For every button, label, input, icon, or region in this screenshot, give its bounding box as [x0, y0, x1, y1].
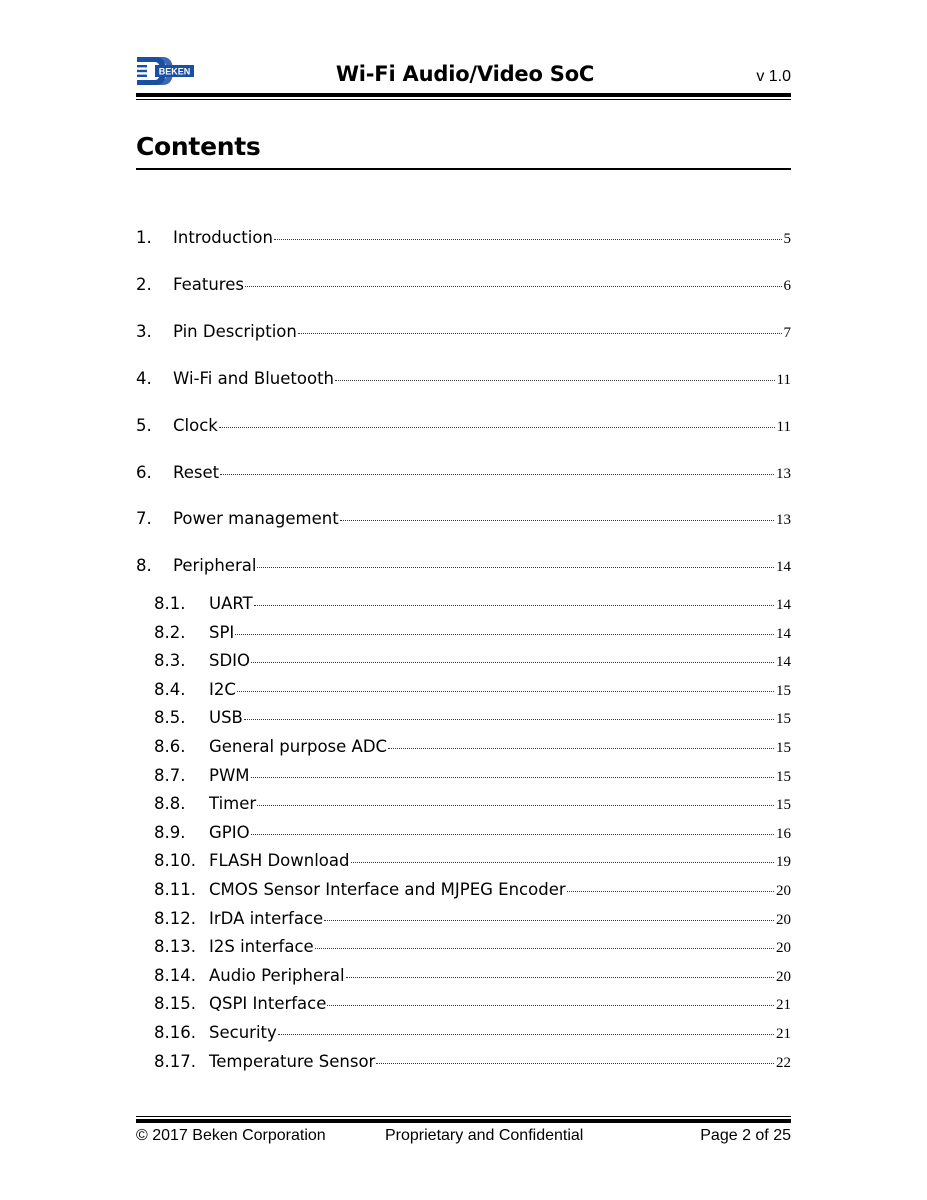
toc-label: UART: [209, 594, 253, 613]
toc-page-number: 20: [776, 911, 791, 928]
toc-dot-leader: [237, 690, 774, 692]
toc-page-number: 5: [783, 231, 791, 247]
toc-number: 8.15.: [154, 994, 196, 1014]
toc-dot-leader: [244, 718, 774, 720]
beken-logo: [136, 55, 196, 87]
toc-subentry[interactable]: [154, 794, 791, 814]
toc-page-number: 21: [776, 997, 791, 1014]
toc-label: QSPI Interface: [209, 994, 327, 1014]
footer-copyright: © 2017 Beken Corporation: [136, 1127, 326, 1144]
toc-dot-leader: [254, 604, 774, 606]
toc-dot-leader: [251, 661, 774, 663]
footer-confidential: Proprietary and Confidential: [385, 1127, 584, 1144]
footer-page-number: Page 2 of 25: [700, 1127, 791, 1144]
footer-rule-thick: [136, 1119, 791, 1123]
toc-label: USB: [209, 708, 243, 728]
toc-label: FLASH Download: [209, 851, 350, 871]
toc-dot-leader: [351, 861, 775, 863]
toc-dot-leader: [219, 426, 775, 428]
toc-label: Audio Peripheral: [209, 965, 345, 985]
toc-subentry[interactable]: [154, 937, 791, 957]
toc-label: IrDA interface: [209, 908, 324, 928]
toc-subentry[interactable]: [154, 1052, 791, 1072]
toc-dot-leader: [257, 566, 774, 568]
toc-page-number: 14: [776, 654, 791, 671]
toc-number: 8.4.: [154, 679, 186, 699]
toc-dot-leader: [376, 1062, 774, 1064]
toc-label: GPIO: [209, 822, 250, 842]
toc-label: Security: [209, 1023, 277, 1042]
toc-dot-leader: [315, 947, 774, 949]
toc-page-number: 14: [776, 597, 791, 613]
toc-dot-leader: [220, 473, 774, 475]
toc-label: General purpose ADC: [209, 737, 388, 756]
toc-page-number: 6: [783, 277, 791, 294]
toc-subentry[interactable]: [154, 994, 791, 1014]
toc-dot-leader: [388, 747, 774, 749]
toc-subentry[interactable]: [154, 909, 791, 929]
toc-number: 8.2.: [154, 622, 186, 642]
toc-label: Temperature Sensor: [209, 1051, 376, 1071]
toc-entry[interactable]: [136, 369, 791, 389]
toc-entry[interactable]: [136, 228, 791, 248]
toc-number: 8.: [136, 556, 152, 576]
toc-number: 8.1.: [154, 594, 186, 613]
toc-subentry[interactable]: [154, 651, 791, 671]
header-rule-thick: [136, 93, 791, 97]
toc-number: 8.14.: [154, 965, 196, 985]
toc-number: 8.10.: [154, 851, 196, 871]
toc-entry[interactable]: [136, 463, 791, 483]
toc-label: Reset: [173, 462, 220, 482]
toc-subentry[interactable]: [154, 766, 791, 786]
toc-dot-leader: [274, 238, 782, 240]
toc-subentry[interactable]: [154, 737, 791, 757]
toc-number: 8.13.: [154, 937, 196, 957]
toc-subentry[interactable]: [154, 594, 791, 614]
toc-label: Features: [173, 274, 244, 294]
toc-page-number: 13: [776, 512, 791, 529]
document-title: Wi-Fi Audio/Video SoC: [335, 62, 595, 86]
contents-rule: [136, 168, 791, 170]
toc-page-number: 21: [776, 1026, 791, 1042]
toc-page-number: 20: [776, 883, 791, 899]
toc-subentry[interactable]: [154, 1023, 791, 1043]
toc-label: I2S interface: [209, 937, 314, 957]
toc-label: Clock: [173, 415, 218, 435]
toc-entry[interactable]: [136, 556, 791, 576]
contents-heading: Contents: [136, 132, 261, 161]
toc-subentry[interactable]: [154, 823, 791, 843]
toc-dot-leader: [235, 633, 774, 635]
toc-label: Power management: [173, 509, 339, 529]
toc-number: 2.: [136, 274, 152, 294]
toc-label: SDIO: [209, 651, 251, 671]
toc-number: 3.: [136, 321, 152, 341]
toc-subentry[interactable]: [154, 966, 791, 986]
toc-dot-leader: [340, 519, 774, 521]
toc-entry[interactable]: [136, 416, 791, 436]
toc-number: 8.6.: [154, 737, 186, 756]
toc-label: SPI: [209, 622, 235, 642]
toc-number: 8.16.: [154, 1023, 196, 1042]
toc-label: Pin Description: [173, 321, 297, 341]
toc-entry[interactable]: [136, 322, 791, 342]
toc-dot-leader: [346, 976, 774, 978]
toc-page-number: 20: [776, 940, 791, 957]
toc-dot-leader: [251, 833, 774, 835]
toc-number: 4.: [136, 368, 152, 388]
toc-subentry[interactable]: [154, 623, 791, 643]
toc-page-number: 16: [776, 825, 791, 842]
toc-subentry[interactable]: [154, 851, 791, 871]
toc-dot-leader: [278, 1033, 774, 1035]
toc-page-number: 22: [776, 1054, 791, 1071]
toc-page-number: 14: [776, 625, 791, 642]
toc-label: Wi-Fi and Bluetooth: [173, 368, 334, 388]
toc-label: PWM: [209, 765, 250, 785]
toc-label: Timer: [209, 794, 257, 814]
toc-number: 1.: [136, 228, 152, 247]
toc-page-number: 15: [776, 711, 791, 728]
toc-number: 8.11.: [154, 880, 196, 899]
document-version: v 1.0: [756, 68, 791, 85]
toc-page-number: 14: [776, 559, 791, 576]
toc-page-number: 15: [776, 768, 791, 785]
toc-dot-leader: [335, 379, 775, 381]
toc-page-number: 19: [776, 854, 791, 871]
toc-page-number: 20: [776, 968, 791, 985]
toc-page-number: 11: [776, 418, 791, 435]
toc-label: Peripheral: [173, 556, 257, 576]
toc-page-number: 13: [776, 465, 791, 482]
toc-dot-leader: [567, 890, 774, 892]
toc-number: 5.: [136, 415, 152, 435]
toc-number: 8.17.: [154, 1051, 196, 1071]
toc-entry[interactable]: [136, 275, 791, 295]
toc-number: 8.7.: [154, 765, 186, 785]
toc-dot-leader: [327, 1004, 774, 1006]
toc-subentry[interactable]: [154, 680, 791, 700]
toc-number: 8.9.: [154, 822, 186, 842]
toc-number: 8.12.: [154, 908, 196, 928]
toc-number: 8.8.: [154, 794, 186, 814]
toc-page-number: 15: [776, 682, 791, 699]
toc-number: 7.: [136, 509, 152, 529]
toc-number: 8.5.: [154, 708, 186, 728]
toc-label: CMOS Sensor Interface and MJPEG Encoder: [209, 880, 566, 899]
toc-number: 6.: [136, 462, 152, 482]
toc-dot-leader: [251, 776, 774, 778]
toc-page-number: 15: [776, 797, 791, 814]
toc-label: I2C: [209, 679, 236, 699]
toc-dot-leader: [298, 332, 782, 334]
footer-rule-thin: [136, 1116, 791, 1117]
toc-page-number: 11: [776, 371, 791, 388]
toc-page-number: 7: [783, 324, 791, 341]
toc-number: 8.3.: [154, 651, 186, 671]
header-rule-thin: [136, 99, 791, 100]
toc-dot-leader: [245, 285, 782, 287]
toc-dot-leader: [257, 804, 774, 806]
toc-subentry[interactable]: [154, 708, 791, 728]
toc-subentry[interactable]: [154, 880, 791, 900]
toc-label: Introduction: [173, 228, 273, 247]
toc-dot-leader: [324, 919, 774, 921]
toc-entry[interactable]: [136, 509, 791, 529]
logo-wordmark: BEKEN: [158, 66, 191, 77]
toc-page-number: 15: [776, 740, 791, 756]
